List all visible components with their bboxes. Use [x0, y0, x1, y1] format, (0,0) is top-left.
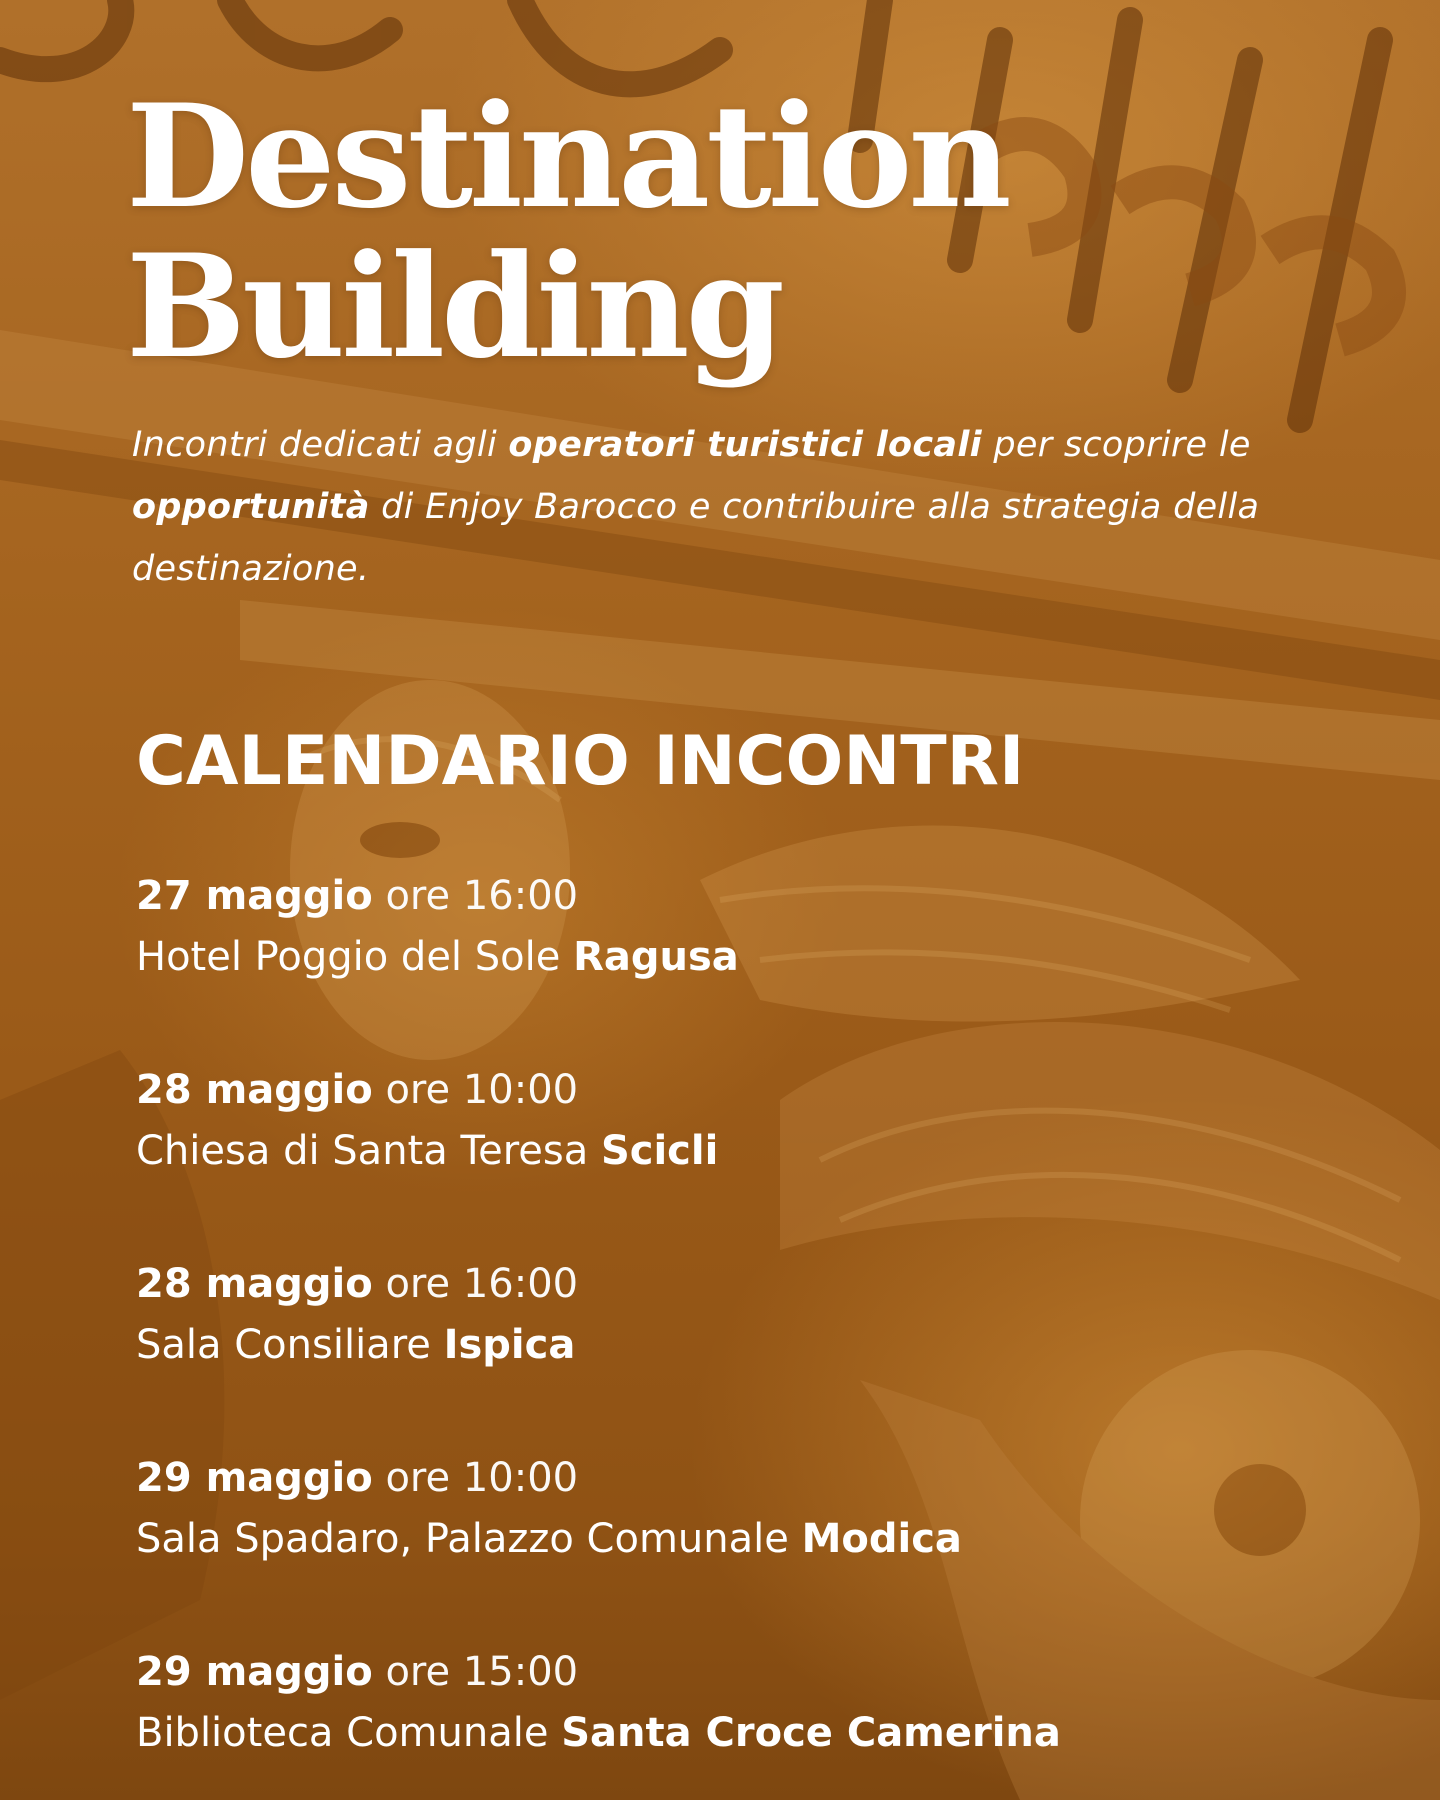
calendar-heading: CALENDARIO INCONTRI [136, 722, 1025, 801]
event-time-label: ore [385, 1261, 451, 1307]
event-date: 29 maggio [136, 1649, 373, 1695]
page-title [126, 74, 1008, 390]
event-location [136, 924, 1336, 990]
event-date: 28 maggio [136, 1067, 373, 1113]
event-venue: Hotel Poggio del Sole [136, 934, 561, 980]
intro-part-2: per scoprire le [981, 425, 1251, 465]
event-datetime [136, 1062, 1336, 1118]
event-city: Modica [801, 1516, 962, 1562]
intro-bold-1: operatori turistici locali [508, 425, 982, 465]
event-time: 10:00 [462, 1067, 579, 1113]
event-item [136, 1644, 1336, 1800]
event-item [136, 868, 1336, 1062]
event-location [136, 1700, 1336, 1766]
event-datetime [136, 1644, 1336, 1700]
event-time-label: ore [385, 873, 451, 919]
events-list [136, 868, 1336, 1800]
intro-bold-2: opportunità [132, 487, 370, 527]
event-date: 29 maggio [136, 1455, 373, 1501]
event-time-label: ore [385, 1649, 451, 1695]
event-city: Ragusa [573, 934, 739, 980]
title-line-2: Building [126, 224, 781, 390]
event-item [136, 1062, 1336, 1256]
event-item [136, 1450, 1336, 1644]
event-location [136, 1506, 1336, 1572]
event-venue: Chiesa di Santa Teresa [136, 1128, 589, 1174]
event-time: 16:00 [462, 1261, 579, 1307]
intro-part-3: di Enjoy Barocco e contribuire alla strategia della destinazione. [132, 487, 1260, 589]
event-datetime [136, 1256, 1336, 1312]
event-time: 15:00 [462, 1649, 579, 1695]
event-location [136, 1312, 1336, 1378]
event-date: 28 maggio [136, 1261, 373, 1307]
event-time: 10:00 [462, 1455, 579, 1501]
intro-text [132, 414, 1292, 600]
event-city: Ispica [443, 1322, 576, 1368]
event-city: Scicli [600, 1128, 719, 1174]
event-item [136, 1256, 1336, 1450]
event-venue: Biblioteca Comunale [136, 1710, 549, 1756]
event-venue: Sala Spadaro, Palazzo Comunale [136, 1516, 789, 1562]
event-location [136, 1118, 1336, 1184]
event-datetime [136, 868, 1336, 924]
title-line-1: Destination [126, 74, 1008, 240]
event-city: Santa Croce Camerina [561, 1710, 1061, 1756]
event-time: 16:00 [462, 873, 579, 919]
event-venue: Sala Consiliare [136, 1322, 431, 1368]
event-time-label: ore [385, 1455, 451, 1501]
intro-part-1: Incontri dedicati agli [132, 425, 509, 465]
event-datetime [136, 1450, 1336, 1506]
event-time-label: ore [385, 1067, 451, 1113]
event-date: 27 maggio [136, 873, 373, 919]
